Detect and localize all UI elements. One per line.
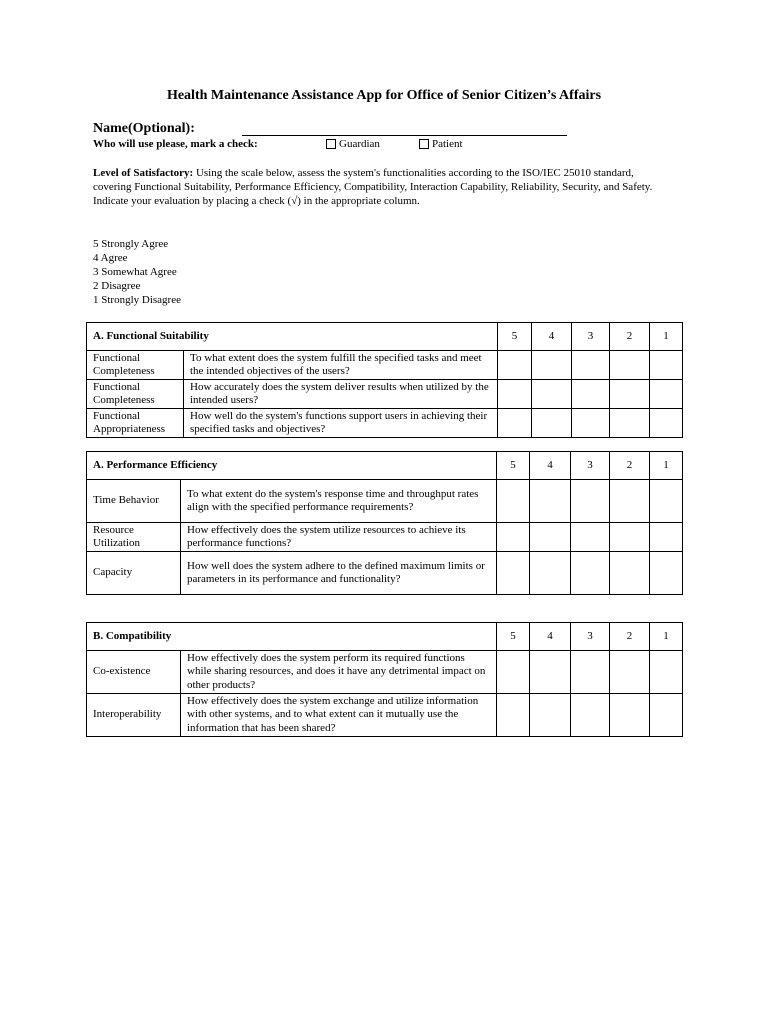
rating-header-3: 3	[571, 623, 610, 651]
level-text: Using the scale below, assess the system's functionalities according to the ISO/IEC 25010 standard, covering Functional Suitability, Performance Efficiency, Compatibility, Interaction Capability, Reliability, Security, and Safety. Indicate your evaluation by placing a check (√) in the appropriate column.	[93, 167, 653, 207]
guardian-checkbox[interactable]	[326, 139, 336, 149]
functional-suitability-table	[86, 322, 683, 438]
rating-cell[interactable]	[498, 351, 532, 380]
scale-item: 5 Strongly Agree	[93, 238, 169, 250]
name-label: Name(Optional):	[93, 121, 195, 136]
rating-cell[interactable]	[498, 409, 532, 438]
question-cell: How accurately does the system deliver results when utilized by the intended users?	[184, 380, 498, 409]
rating-cell[interactable]	[571, 480, 610, 523]
scale-item: 1 Strongly Disagree	[93, 294, 181, 306]
table-row	[87, 651, 683, 694]
rating-cell[interactable]	[498, 380, 532, 409]
page-title: Health Maintenance Assistance App for Office of Senior Citizen’s Affairs	[166, 88, 602, 103]
question-cell: How well do the system's functions support users in achieving their specified tasks and objectives?	[184, 409, 498, 438]
rating-header-2: 2	[610, 623, 650, 651]
table-header-row	[87, 323, 683, 351]
table-row	[87, 552, 683, 595]
table-row	[87, 351, 683, 380]
compatibility-table	[86, 622, 683, 737]
rating-cell[interactable]	[650, 480, 683, 523]
rating-cell[interactable]	[530, 694, 571, 737]
rating-header-5: 5	[497, 452, 530, 480]
table-row	[87, 480, 683, 523]
rating-cell[interactable]	[650, 523, 683, 552]
rating-cell[interactable]	[497, 523, 530, 552]
rating-cell[interactable]	[650, 351, 683, 380]
rating-header-2: 2	[610, 452, 650, 480]
section-title: B. Compatibility	[87, 623, 497, 651]
section-title: A. Functional Suitability	[87, 323, 498, 351]
question-cell: How effectively does the system perform its required functions while sharing resources, and does it have any detrimental impact on other products?	[181, 651, 497, 694]
rating-cell[interactable]	[610, 523, 650, 552]
table-row	[87, 694, 683, 737]
table-row	[87, 523, 683, 552]
table-row	[87, 409, 683, 438]
rating-cell[interactable]	[530, 480, 571, 523]
rating-header-4: 4	[530, 452, 571, 480]
rating-scale	[93, 237, 181, 307]
rating-cell[interactable]	[530, 651, 571, 694]
rating-header-3: 3	[571, 452, 610, 480]
rating-cell[interactable]	[532, 380, 572, 409]
rating-header-4: 4	[530, 623, 571, 651]
rating-cell[interactable]	[530, 552, 571, 595]
rating-cell[interactable]	[650, 694, 683, 737]
name-input-line[interactable]	[242, 135, 567, 136]
criterion-cell: Capacity	[87, 552, 181, 595]
rating-cell[interactable]	[610, 480, 650, 523]
name-row	[93, 121, 573, 139]
question-cell: To what extent does the system fulfill the specified tasks and meet the intended objectives of the users?	[184, 351, 498, 380]
instructions	[93, 166, 673, 208]
scale-item: 2 Disagree	[93, 280, 141, 292]
rating-cell[interactable]	[610, 409, 650, 438]
rating-header-1: 1	[650, 323, 683, 351]
question-cell: How well does the system adhere to the defined maximum limits or parameters in its performance and functionality?	[181, 552, 497, 595]
criterion-cell: Interoperability	[87, 694, 181, 737]
question-cell: To what extent do the system's response time and throughput rates align with the specified performance requirements?	[181, 480, 497, 523]
rating-cell[interactable]	[610, 651, 650, 694]
rating-header-5: 5	[497, 623, 530, 651]
question-cell: How effectively does the system utilize resources to achieve its performance functions?	[181, 523, 497, 552]
rating-cell[interactable]	[650, 651, 683, 694]
rating-header-3: 3	[572, 323, 610, 351]
rating-cell[interactable]	[572, 351, 610, 380]
rating-cell[interactable]	[571, 552, 610, 595]
guardian-option[interactable]	[326, 138, 380, 150]
rating-header-2: 2	[610, 323, 650, 351]
scale-item: 3 Somewhat Agree	[93, 266, 177, 278]
question-cell: How effectively does the system exchange and utilize information with other systems, and to what extent can it mutually use the information that has been shared?	[181, 694, 497, 737]
rating-cell[interactable]	[572, 409, 610, 438]
rating-cell[interactable]	[610, 351, 650, 380]
patient-option[interactable]	[419, 138, 463, 150]
patient-checkbox[interactable]	[419, 139, 429, 149]
rating-cell[interactable]	[571, 523, 610, 552]
table-row	[87, 380, 683, 409]
rating-cell[interactable]	[610, 552, 650, 595]
rating-cell[interactable]	[532, 409, 572, 438]
rating-header-4: 4	[532, 323, 572, 351]
criterion-cell: Functional Completeness	[87, 351, 184, 380]
performance-efficiency-table	[86, 451, 683, 595]
rating-cell[interactable]	[572, 380, 610, 409]
rating-header-5: 5	[498, 323, 532, 351]
rating-cell[interactable]	[610, 380, 650, 409]
rating-cell[interactable]	[497, 694, 530, 737]
criterion-cell: Functional Completeness	[87, 380, 184, 409]
rating-cell[interactable]	[497, 651, 530, 694]
user-type-label: Who will use please, mark a check:	[93, 138, 258, 150]
rating-cell[interactable]	[650, 552, 683, 595]
criterion-cell: Resource Utilization	[87, 523, 181, 552]
rating-cell[interactable]	[571, 651, 610, 694]
level-heading: Level of Satisfactory:	[93, 167, 194, 179]
scale-item: 4 Agree	[93, 252, 128, 264]
section-title: A. Performance Efficiency	[87, 452, 497, 480]
rating-cell[interactable]	[530, 523, 571, 552]
criterion-cell: Co-existence	[87, 651, 181, 694]
rating-cell[interactable]	[571, 694, 610, 737]
user-type-row	[93, 138, 493, 154]
rating-cell[interactable]	[532, 351, 572, 380]
rating-cell[interactable]	[497, 552, 530, 595]
rating-cell[interactable]	[650, 380, 683, 409]
guardian-label: Guardian	[339, 138, 380, 150]
rating-header-1: 1	[650, 623, 683, 651]
rating-header-1: 1	[650, 452, 683, 480]
table-header-row	[87, 452, 683, 480]
rating-cell[interactable]	[497, 480, 530, 523]
patient-label: Patient	[432, 138, 463, 150]
rating-cell[interactable]	[650, 409, 683, 438]
criterion-cell: Time Behavior	[87, 480, 181, 523]
criterion-cell: Functional Appropriateness	[87, 409, 184, 438]
rating-cell[interactable]	[610, 694, 650, 737]
table-header-row	[87, 623, 683, 651]
